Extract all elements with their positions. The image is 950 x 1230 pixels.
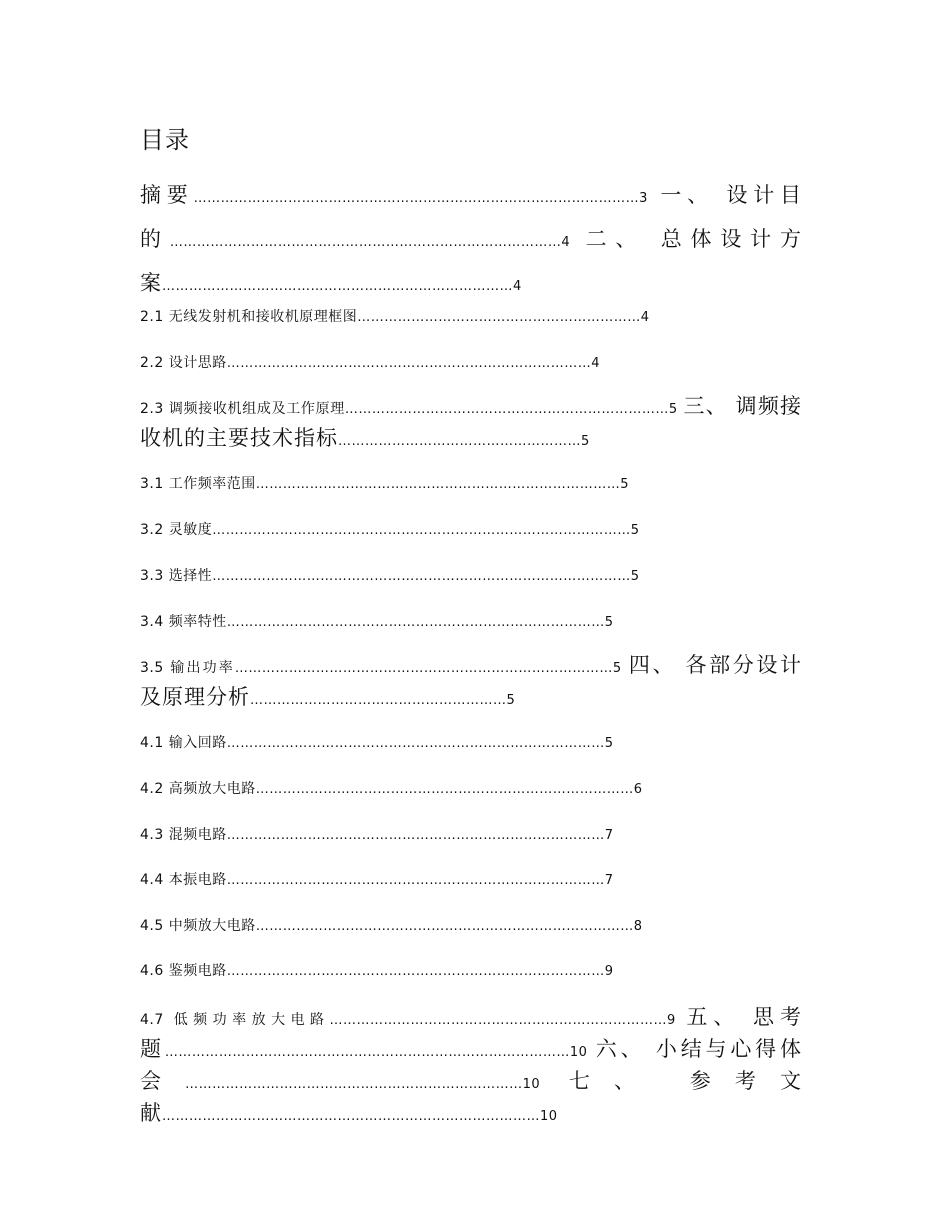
dot-leader: …………………………………………………………………………	[226, 964, 605, 979]
dot-leader: …………………………………………………………………	[185, 1077, 523, 1092]
dot-leader: …………………………………………………………………………	[226, 828, 605, 843]
toc-block-2-3	[140, 392, 802, 456]
page-number: 5	[604, 736, 614, 751]
page-number: 5	[668, 402, 678, 417]
toc-entry-section-7[interactable]: 七、 参考文献…………………………………………………………………………10	[140, 1069, 802, 1125]
dot-leader: …………………………………………………………………………	[255, 782, 634, 797]
toc-entry-3-3[interactable]: 3.3 选择性…………………………………………………………………………………5	[140, 568, 640, 584]
toc-entry-4-1[interactable]: 4.1 输入回路…………………………………………………………………………5	[140, 735, 614, 751]
toc-entry-section-6[interactable]: 六、 小结与心得体会…………………………………………………………………10	[140, 1037, 802, 1093]
dot-leader: …………………………………………………………………………………	[212, 523, 631, 538]
dot-leader: ………………………………………………………………	[344, 402, 669, 417]
dot-leader: ……………………………………………………………………	[162, 279, 513, 294]
page-number: 10	[569, 1045, 588, 1060]
page-number: 6	[633, 782, 643, 797]
dot-leader: …………………………………………………………………………	[226, 873, 605, 888]
page-number: 5	[630, 569, 640, 584]
toc-entry-4-3[interactable]: 4.3 混频电路…………………………………………………………………………7	[140, 827, 614, 843]
page-number: 4	[513, 279, 522, 294]
toc-entry-4-4[interactable]: 4.4 本振电路…………………………………………………………………………7	[140, 872, 614, 888]
toc-entry-3-2[interactable]: 3.2 灵敏度…………………………………………………………………………………5	[140, 522, 640, 538]
toc-entry-section-1[interactable]: 一、 设计目的……………………………………………………………………………4	[140, 183, 802, 251]
dot-leader: …………………………………………………………………………	[226, 615, 605, 630]
dot-leader: …………………………………………………………………	[329, 1013, 668, 1028]
toc-entry-section-2[interactable]: 二、 总体设计方案……………………………………………………………………4	[140, 227, 802, 295]
dot-leader: …………………………………………………………………………………	[212, 569, 631, 584]
dot-leader: …………………………………………………………………………	[255, 919, 634, 934]
toc-entry-2-2[interactable]: 2.2 设计思路………………………………………………………………………4	[140, 355, 600, 371]
page-number: 4	[561, 235, 571, 250]
dot-leader: ………………………………………………	[338, 434, 581, 449]
dot-leader: …………………………………………………………………………	[226, 736, 605, 751]
toc-entry-section-3[interactable]: 三、 调频接收机的主要技术指标………………………………………………5	[140, 394, 802, 450]
page-number: 4	[640, 310, 650, 325]
page-number: 9	[667, 1013, 676, 1028]
toc-block-top	[140, 175, 802, 307]
toc-block-4-7	[140, 1003, 802, 1131]
page-number: 5	[506, 693, 516, 708]
page-number: 8	[633, 919, 643, 934]
toc-entry-4-5[interactable]: 4.5 中频放大电路…………………………………………………………………………8	[140, 918, 643, 934]
toc-entry-4-7[interactable]: 4.7 低频功率放大电路…………………………………………………………………9	[140, 1012, 676, 1028]
toc-entry-2-3[interactable]: 2.3 调频接收机组成及工作原理………………………………………………………………5	[140, 401, 678, 417]
dot-leader: ……………………………………………………………………………	[169, 235, 562, 250]
page-number: 5	[581, 434, 590, 449]
toc-entry-2-1[interactable]: 2.1 无线发射机和接收机原理框图………………………………………………………4	[140, 309, 650, 325]
dot-leader: ………………………………………………………	[357, 310, 641, 325]
page-number: 5	[612, 661, 622, 676]
dot-leader: ………………………………………………………………………………	[164, 1045, 570, 1060]
page-number: 5	[630, 523, 640, 538]
dot-leader: ………………………………………………………………………	[255, 477, 621, 492]
toc-entry-3-5[interactable]: 3.5 输出功率…………………………………………………………………………5	[140, 660, 622, 676]
page-number: 9	[604, 964, 614, 979]
page-number: 10	[540, 1109, 558, 1124]
page-number: 4	[591, 356, 600, 371]
toc-entry-section-4[interactable]: 四、 各部分设计及原理分析…………………………………………………5	[140, 653, 802, 709]
toc-entry-3-1[interactable]: 3.1 工作频率范围………………………………………………………………………5	[140, 476, 629, 492]
dot-leader: ……………………	[162, 1109, 270, 1124]
page-number: 3	[639, 191, 648, 206]
page-number: 10	[522, 1077, 541, 1092]
dot-leader: ……………………………………………………	[270, 1109, 540, 1124]
toc-title: 目录	[140, 126, 190, 154]
dot-leader: ………………………………………………………………………	[226, 356, 592, 371]
page-number: 7	[604, 873, 614, 888]
dot-leader: …………………………………………………………………………	[234, 661, 613, 676]
toc-entry-section-5[interactable]: 五、 思考题………………………………………………………………………………10	[140, 1005, 803, 1061]
dot-leader: ………………………………………………………………………………………	[193, 191, 640, 206]
toc-entry-3-4[interactable]: 3.4 频率特性…………………………………………………………………………5	[140, 614, 614, 630]
page-number: 7	[604, 828, 614, 843]
page-number: 5	[604, 615, 614, 630]
toc-block-3-5	[140, 651, 802, 715]
toc-entry-abstract[interactable]: 摘要………………………………………………………………………………………3	[140, 183, 648, 207]
dot-leader: …………………………………………………	[250, 693, 507, 708]
toc-entry-4-2[interactable]: 4.2 高频放大电路…………………………………………………………………………6	[140, 781, 643, 797]
toc-entry-4-6[interactable]: 4.6 鉴频电路…………………………………………………………………………9	[140, 963, 614, 979]
page-number: 5	[620, 477, 629, 492]
